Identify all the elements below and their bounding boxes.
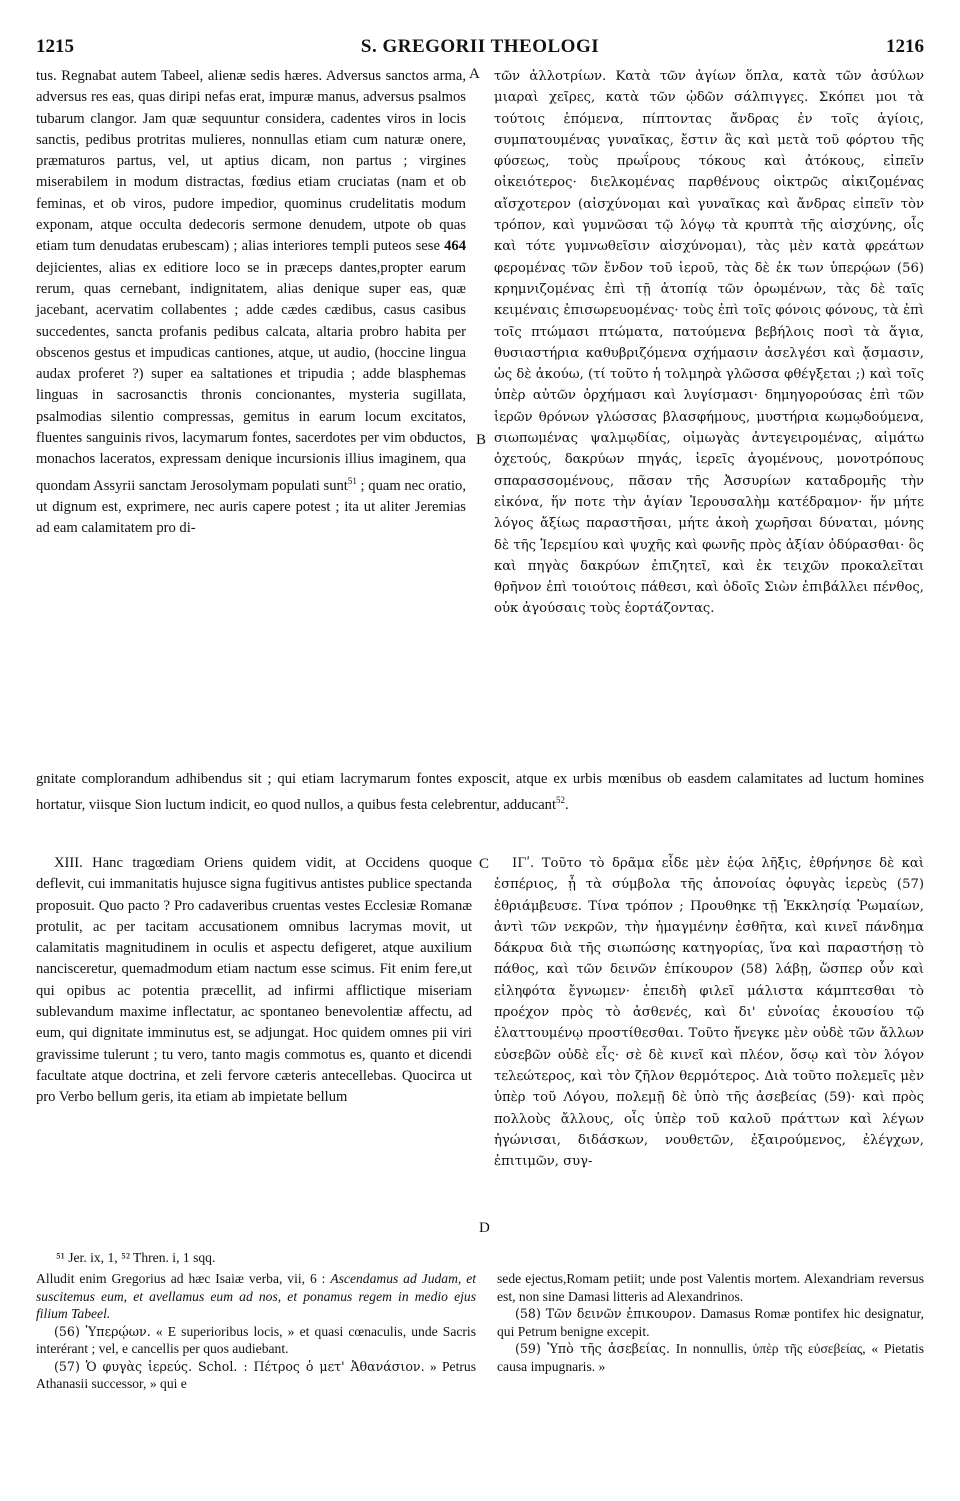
scripture-references bbox=[56, 1249, 476, 1267]
page-header bbox=[36, 36, 924, 62]
latin-text-bottom: XIII. Hanc tragœdiam Oriens quidem vidit, at Occidens quoque deflevit, cui immanitatis hujusce signa fugitivus antistes publice spectanda proposuit. Quo pacto ? Pro cadaveribus cruentas vestes Ecclesiæ Romanæ protulit, ac per tacitam accusationem omnibus lacrymas movit, ut calamitatis magnitudinem in oculis et aspectu defigeret, atque auxilium nancisceretur, quemadmodum etiam nactum esse scimus. Fit enim fere,ut qui opibus ac potentia præcellit, ad infirmi afflictique miseriam sublevandum maxime inflectatur, ac spontaneo benevolentiæ affectu, ad eum, qui dignitate imminutus est, se adjungat. Hoc quidem omnes pii viri gravissime tulerunt ; tu vero, tanto magis commotus es, quanto et dicendi facultate atque doctrina, et zeli fervore cæteris antecellebas. Quocirca ut pro Verbo bellum geris, ita etiam ab impietate bellum bbox=[36, 855, 472, 1106]
latin-text-top: tus. Regnabat autem Tabeel, alienæ sedis hæres. Adversus sanctos arma, adversus res eas, quas diripi nefas erat, impuræ manus, adversus psalmos tubarum clangor. Jam quæ sequuntur considera, cadentes viros in locis sanctis, pedibus protritas mulieres, nonnullas etiam cum naturæ onere, præmaturos partus, vel, ut aptius dicam, non partus ; virgines miserabilem in modum distractas, fœdius etiam cruciatas (nam et ob feminas, et ob viros, pudore impedior, quominus crudelitatis modum exponam, atque occulta dedecoris sermone denudem, utpote ob quas etiam tum denudatas erubescam) ; alias interiores templi puteos sese bbox=[36, 68, 466, 255]
note-59-text: In nonnullis, ὑπὲρ τῆς εὐσεβείας, « Pietatis causa impugnaris. » bbox=[497, 1341, 924, 1374]
note-58-text: Damasus Romæ pontifex hic designatur, qui Petrum benigne excepit. bbox=[497, 1306, 924, 1339]
scripture-reference-line: ⁵¹ Jer. ix, 1, ⁵² Thren. i, 1 sqq. bbox=[56, 1250, 216, 1265]
latin-text-top-end: ; quam nec oratio, ut dignum est, exprimere, nec auris capere potest ; ita ut aliter Jeremias ad eam calamitatem pro di- bbox=[36, 477, 466, 537]
greek-column-bottom bbox=[494, 853, 924, 1172]
note-alludit-quote: Ascendamus ad Judam, et suscitemus eum, et avellamus eum ad nos, et ponamus regem in medio ejus filium Tabeel. bbox=[36, 1271, 477, 1321]
note-57-lemma: (57) Ὁ φυγὰς ἱερεύς. Schol. : Πέτρος ὁ μετ' Ἀθανάσιον. bbox=[54, 1358, 425, 1374]
note-58-lemma: (58) Τῶν δεινῶν ἐπικουρον. bbox=[515, 1306, 697, 1321]
section-marker-c: C bbox=[479, 856, 490, 872]
note-56-lemma: (56) Ὑπερῴων. bbox=[54, 1323, 151, 1339]
greek-column-top bbox=[494, 66, 924, 620]
note-alludit: Alludit enim Gregorius ad hæc Isaiæ verba, vii, 6 : bbox=[36, 1271, 326, 1286]
section-marker-b: B bbox=[476, 432, 487, 448]
latin-full-width-text: gnitate complorandum adhibendus sit ; qui etiam lacrymarum fontes exposcit, atque ex urbis mœnibus ob easdem calamitates ad luctum homines hortatur, viisque Sion luctum indicit, eo quod nullos, a quibus festa celebrentur, adducant bbox=[36, 771, 924, 814]
running-title: S. GREGORII THEOLOGI bbox=[360, 36, 600, 57]
greek-text-top: τῶν ἀλλοτρίων. Κατὰ τῶν ἁγίων ὅπλα, κατὰ τῶν ἀσύλων μιαραὶ χεῖρες, κατὰ τῶν ᾠδῶν σάλπιγγες. Σκόπει μοι τὰ τούτοις ἑπόμενα, πίπτοντας ἄνδρας ἐν τοῖς ἁγίοις, συμπατουμένας γυναῖκας, ἔστιν ἃς καὶ μετὰ τοῦ φόρτου τῆς φύσεως, τοὺς πρωΐρους τόκους καὶ ἀτόκους, εἰπεῖν οἰκειότερος· διελκομένας παρθένους οἰκτρῶς αἰκιζομένας αἴσχοτερον (αἰσχύνομαι καὶ γυναῖκας καὶ ἄνδρας εἰπεῖν τὸν τρόπον, καὶ γυμνῶσαι τῷ λόγῳ τὰ κρυπτὰ τῆς αἰσχύνης, οἷς καὶ τότε γυμνωθεῖσιν αἰσχύνομαι), τὰς μὲν κατὰ φρεάτων φερομένας τῶν ἔνδον τοῦ ἱεροῦ, τὰς δὲ ἐκ των ὑπερῴων (56) κρημνιζομένας ἐπὶ τῇ ἀτοπίᾳ τῶν ὁρωμένων, τὰς δὲ ταῖς κειμέναις ἐπισωρευομένας· τοὺς ἐπὶ τοῖς φόνοις φόνους, τὰ ἐπὶ τοῖς πτώμασι πτώματα, πατούμενα βεβήλοις ποσὶ τὰ ἅγια, θυσιαστήρια καθυβριζόμενα σχήμασιν ἀσελγέσι καὶ ᾄσμασιν, ὡς δὲ ἀκούω, (τί τοῦτο ἡ τολμηρὰ γλῶσσα φθέγξεται ;) καὶ τοῖς ὑπὲρ αὐτῶν ὀρχήμασι καὶ λυγίσμασι· δημηγορούσας ἐπὶ τῶν ἱερῶν θρόνων γλώσσας βλασφήμους, μυστήρια κωμῳδούμενα, σιωπωμένας ψαλμῳδίας, οἰμωγὰς ἀντεγειρομένας, αἱμάτω ὀχετούς, δακρύων πηγάς, ἱερεῖς ἀγομένους, μονοτρόπους σπαρασσομένους, πᾶσαν τῆς Ἀσσυρίων καταδρομῆς τὴν εἰκόνα, ἥν ποτε τὴν ἁγίαν Ἱερουσαλὴμ κατέδραμον· ἥν μήτε λόγος ἄξίως παραστῆσαι, μήτε ἀκοὴ χωρῆσαι δύναται, μόνης δὲ τῆς Ἱερεμίου καὶ ψυχῆς καὶ φωνῆς πρὸς ἀξίαν ὀδύρασθαι· ὃς καὶ πηγὰς δακρύων ἐπιζητεῖ, καὶ ἐκ τειχῶν προκαλεῖται θρῆνον ἐπὶ τοιούτοις πάθεσι, καὶ ὁδοῖς Σιὼν ἐπιβάλλει πένθος, οὐκ ἀγούσαις τοὺς ἑορτάζοντας. bbox=[494, 69, 924, 617]
greek-text-bottom: ΙΓʹ. Τοῦτο τὸ δρᾶμα εἶδε μὲν ἑῴα λῆξις, ἐθρήνησε δὲ καὶ ἑσπέριος, ᾗ τὰ σύμβολα τῆς ἀπονοίας ὀφυγὰς ἱερεὺς (57) ἐθριάμβευσε. Τίνα τρόπον ; Προυθηκε τῇ Ἐκκλησίᾳ Ῥωμαίων, ἀντὶ τῶν νεκρῶν, τὴν ἡμαγμένην ἐσθῆτα, καὶ κινεῖ πάνδημα δάκρυα διὰ τῆς σιωπώσης κατηγορίας, ἵνα καὶ παραστήσῃ τὸ πάθος, καὶ τῶν δεινῶν ἐπίκουρον (58) λάβῃ, ὥσπερ οὖν καὶ εἰληφότα ἔγνωμεν· ἐπειδὴ φιλεῖ μάλιστα κάμπτεσθαι τὸ προέχον πρὸς τὸ ἀσθενές, καὶ δι' εὐνοίας ἑκουσίου τῷ ἐλαττουμένῳ προστίθεσθαι. Τοῦτο ἤνεγκε μὲν οὐδὲ τῶν ἄλλων εὐσεβῶν οὐδὲ εἷς· σὲ δὲ κινεῖ καὶ πλέον, ὅσῳ καὶ τὸν λόγον τελεώτερος, καὶ τὸν ζῆλον θερμότερος. Διὰ τοῦτο πολεμεῖς μὲν ὑπὲρ τοῦ Λόγου, πολεμῇ δὲ ὑπὸ τῆς ἀσεβείας (59)· καὶ πρὸς πολλοὺς ἄλλους, οἷς ὑπὲρ τοῦ καλοῦ πράττων καὶ λέγων ἠγώνισαι, διδάσκων, νουθετῶν, ἐξαιρούμενος, ἐλέγχων, ἐπιτιμῶν, συγ- bbox=[494, 856, 924, 1170]
footnote-ref-51: 51 bbox=[347, 475, 357, 486]
section-marker-d: D bbox=[479, 1220, 490, 1236]
page-number-left: 1215 bbox=[36, 36, 74, 57]
footnote-ref-52: 52 bbox=[556, 795, 566, 806]
footnotes-left bbox=[36, 1270, 476, 1393]
section-marker-a: A bbox=[469, 66, 480, 82]
footnotes-right bbox=[497, 1270, 924, 1375]
note-56-text: « E superioribus locis, » et quasi cœnaculis, unde Sacris interérant ; vel, e cancellis per quos audiebant. bbox=[36, 1323, 476, 1356]
page-number-right: 1216 bbox=[886, 36, 924, 57]
latin-column-top bbox=[36, 66, 466, 539]
latin-column-bottom bbox=[36, 853, 472, 1109]
latin-text-top-cont: dejicientes, alias ex editiore loco se in præceps dantes,propter earum rerum, quas cernebant, indignitatem, alias denique super eas, quæ jacebant, acervatim collabentes ; adde cædes cædibus, casus casibus succedentes, sancta profanis pedibus calcata, altaria probro habita per obscenos gestus et impudicas cantiones, atque, ut audio, (hoccine lingua audax proferet ?) super ea saltationes et tripudia ; adde blasphemas linguas in sacrosanctis thronis concionantes, mysteria sugillata, psalmodias silentio compressas, gemitus in earum locum excitatos, fluentes sanguinis rivos, lacymarum fontes, sacerdotes per vim obductos, monachos laceratos, expressam denique incursionis illius imaginem, qua quondam Assyrii sanctam Jerosolymam populati sunt bbox=[36, 259, 466, 494]
note-57-text: » Petrus Athanasii successor, » qui e bbox=[36, 1358, 476, 1391]
note-57-continuation: sede ejectus,Romam petiit; unde post Valentis mortem. Alexandriam reversus est, non sine Damasi litteris ad Alexandrinos. bbox=[497, 1271, 924, 1304]
column-number-marker: 464 bbox=[444, 238, 466, 255]
note-59-lemma: (59) Ὑπὸ τῆς ἀσεβείας. bbox=[515, 1341, 670, 1356]
latin-full-width: gnitate complorandum adhibendus sit ; qui etiam lacrymarum fontes exposcit, atque ex urbis mœnibus ob easdem calamitates ad luctum homines hortatur, viisque Sion luctum indicit, eo quod nullos, a quibus festa celebrentur, adducant$^{52}$. bbox=[36, 771, 924, 814]
